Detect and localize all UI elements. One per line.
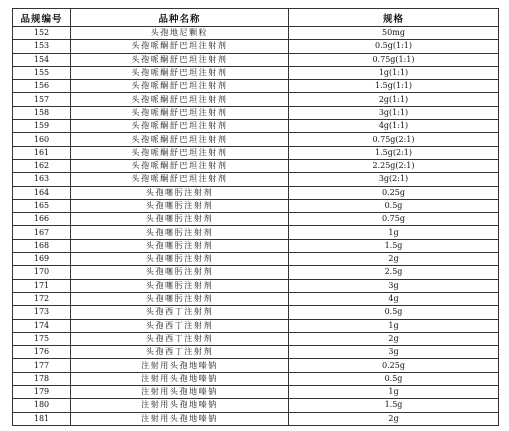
cell-spec: 0.5g	[289, 199, 499, 212]
cell-code: 161	[13, 146, 71, 159]
cell-name: 头孢噻肟注射剂	[71, 279, 289, 292]
cell-code: 177	[13, 359, 71, 372]
cell-code: 179	[13, 386, 71, 399]
cell-code: 181	[13, 412, 71, 425]
cell-name: 头孢哌酮舒巴坦注射剂	[71, 159, 289, 172]
table-row	[13, 146, 499, 159]
table-row	[13, 213, 499, 226]
table-row	[13, 412, 499, 425]
cell-spec: 1.5g	[289, 239, 499, 252]
column-header-name: 品种名称	[71, 9, 289, 27]
column-header-code: 品规编号	[13, 9, 71, 27]
cell-name: 头孢噻肟注射剂	[71, 239, 289, 252]
cell-code: 167	[13, 226, 71, 239]
table-header-row	[13, 9, 499, 27]
document-page	[12, 8, 498, 426]
cell-name: 头孢哌酮舒巴坦注射剂	[71, 120, 289, 133]
cell-name: 头孢噻肟注射剂	[71, 213, 289, 226]
cell-spec: 2.5g	[289, 266, 499, 279]
column-header-spec: 规格	[289, 9, 499, 27]
product-spec-table	[12, 8, 499, 426]
table-row	[13, 27, 499, 40]
cell-spec: 0.5g	[289, 306, 499, 319]
cell-code: 163	[13, 173, 71, 186]
table-row	[13, 306, 499, 319]
table-row	[13, 53, 499, 66]
cell-code: 174	[13, 319, 71, 332]
cell-name: 头孢西丁注射剂	[71, 319, 289, 332]
cell-spec: 4g	[289, 292, 499, 305]
cell-spec: 2g	[289, 253, 499, 266]
table-row	[13, 120, 499, 133]
cell-spec: 3g(1:1)	[289, 106, 499, 119]
cell-spec: 1.5g	[289, 399, 499, 412]
table-row	[13, 399, 499, 412]
cell-code: 157	[13, 93, 71, 106]
cell-code: 152	[13, 27, 71, 40]
table-row	[13, 239, 499, 252]
cell-name: 头孢噻肟注射剂	[71, 199, 289, 212]
cell-name: 头孢哌酮舒巴坦注射剂	[71, 80, 289, 93]
cell-spec: 0.5g	[289, 372, 499, 385]
cell-spec: 1g	[289, 386, 499, 399]
cell-spec: 1g	[289, 319, 499, 332]
cell-name: 头孢哌酮舒巴坦注射剂	[71, 146, 289, 159]
cell-spec: 2g	[289, 412, 499, 425]
cell-spec: 0.75g	[289, 213, 499, 226]
cell-spec: 0.25g	[289, 186, 499, 199]
cell-spec: 1g(1:1)	[289, 66, 499, 79]
table-row	[13, 226, 499, 239]
table-row	[13, 133, 499, 146]
cell-code: 168	[13, 239, 71, 252]
cell-name: 头孢哌酮舒巴坦注射剂	[71, 173, 289, 186]
cell-code: 173	[13, 306, 71, 319]
table-row	[13, 359, 499, 372]
cell-code: 166	[13, 213, 71, 226]
cell-spec: 0.75g(1:1)	[289, 53, 499, 66]
cell-code: 171	[13, 279, 71, 292]
table-row	[13, 93, 499, 106]
table-row	[13, 80, 499, 93]
cell-name: 头孢噻肟注射剂	[71, 186, 289, 199]
cell-name: 头孢西丁注射剂	[71, 346, 289, 359]
table-row	[13, 159, 499, 172]
table-row	[13, 266, 499, 279]
cell-name: 头孢哌酮舒巴坦注射剂	[71, 53, 289, 66]
cell-spec: 2g	[289, 332, 499, 345]
cell-code: 180	[13, 399, 71, 412]
table-row	[13, 332, 499, 345]
cell-spec: 3g	[289, 279, 499, 292]
table-row	[13, 372, 499, 385]
table-row	[13, 346, 499, 359]
table-row	[13, 319, 499, 332]
cell-code: 154	[13, 53, 71, 66]
cell-name: 头孢噻肟注射剂	[71, 292, 289, 305]
cell-name: 头孢噻肟注射剂	[71, 253, 289, 266]
table-row	[13, 279, 499, 292]
cell-spec: 1.5g(1:1)	[289, 80, 499, 93]
cell-name: 头孢哌酮舒巴坦注射剂	[71, 93, 289, 106]
table-row	[13, 173, 499, 186]
cell-code: 176	[13, 346, 71, 359]
cell-code: 165	[13, 199, 71, 212]
cell-name: 注射用头孢地嗪钠	[71, 386, 289, 399]
cell-spec: 0.25g	[289, 359, 499, 372]
cell-code: 175	[13, 332, 71, 345]
cell-name: 头孢哌酮舒巴坦注射剂	[71, 66, 289, 79]
cell-code: 170	[13, 266, 71, 279]
cell-name: 头孢西丁注射剂	[71, 332, 289, 345]
cell-code: 162	[13, 159, 71, 172]
table-row	[13, 386, 499, 399]
cell-code: 160	[13, 133, 71, 146]
cell-code: 169	[13, 253, 71, 266]
cell-code: 153	[13, 40, 71, 53]
cell-spec: 1g	[289, 226, 499, 239]
cell-name: 头孢噻肟注射剂	[71, 226, 289, 239]
cell-name: 注射用头孢地嗪钠	[71, 412, 289, 425]
table-row	[13, 199, 499, 212]
cell-code: 155	[13, 66, 71, 79]
cell-spec: 1.5g(2:1)	[289, 146, 499, 159]
cell-spec: 4g(1:1)	[289, 120, 499, 133]
table-row	[13, 40, 499, 53]
cell-name: 头孢哌酮舒巴坦注射剂	[71, 40, 289, 53]
table-row	[13, 292, 499, 305]
cell-spec: 3g(2:1)	[289, 173, 499, 186]
table-row	[13, 253, 499, 266]
table-row	[13, 66, 499, 79]
cell-spec: 2g(1:1)	[289, 93, 499, 106]
cell-code: 158	[13, 106, 71, 119]
cell-name: 头孢哌酮舒巴坦注射剂	[71, 106, 289, 119]
table-row	[13, 106, 499, 119]
cell-name: 头孢地尼颗粒	[71, 27, 289, 40]
table-row	[13, 186, 499, 199]
cell-name: 头孢噻肟注射剂	[71, 266, 289, 279]
cell-spec: 2.25g(2:1)	[289, 159, 499, 172]
cell-spec: 50mg	[289, 27, 499, 40]
cell-name: 注射用头孢地嗪钠	[71, 399, 289, 412]
cell-name: 头孢西丁注射剂	[71, 306, 289, 319]
cell-name: 头孢哌酮舒巴坦注射剂	[71, 133, 289, 146]
cell-spec: 0.5g(1:1)	[289, 40, 499, 53]
cell-code: 178	[13, 372, 71, 385]
cell-spec: 0.75g(2:1)	[289, 133, 499, 146]
cell-code: 172	[13, 292, 71, 305]
cell-spec: 3g	[289, 346, 499, 359]
cell-name: 注射用头孢地嗪钠	[71, 372, 289, 385]
cell-code: 159	[13, 120, 71, 133]
cell-code: 156	[13, 80, 71, 93]
cell-name: 注射用头孢地嗪钠	[71, 359, 289, 372]
cell-code: 164	[13, 186, 71, 199]
